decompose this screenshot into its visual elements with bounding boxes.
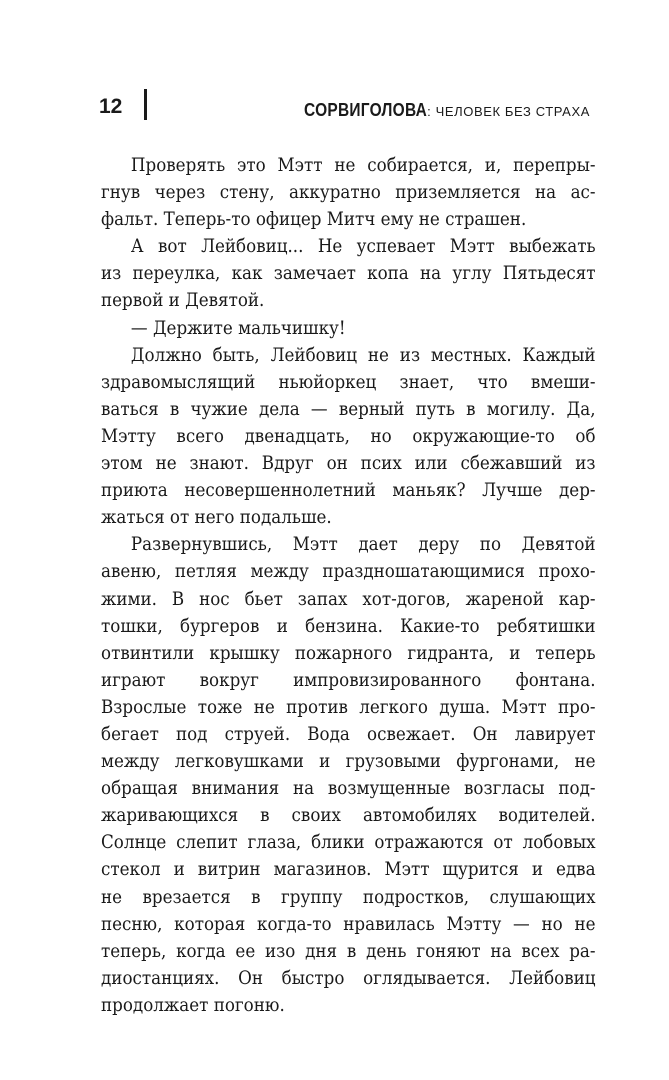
- text-line: бегает под струей. Вода освежает. Он лавирует: [101, 722, 596, 745]
- text-line: фальт. Теперь-то офицер Митч ему не страшен.: [101, 208, 527, 231]
- text-line: Солнце слепит глаза, блики отражаются от лобовых: [101, 831, 596, 854]
- text-line: теперь, когда ее изо дня в день гоняют на всех ра-: [101, 939, 596, 962]
- running-header: [0, 0, 669, 140]
- text-line: Развернувшись, Мэтт дает деру по Девятой: [130, 533, 596, 556]
- book-subtitle: ЧЕЛОВЕК БЕЗ СТРАХА: [431, 104, 590, 119]
- text-line: отвинтили крышку пожарного гидранта, и теперь: [101, 641, 596, 664]
- text-line: первой и Девятой.: [101, 289, 265, 312]
- text-line: продолжает погоню.: [101, 993, 285, 1016]
- text-line: стекол и витрин магазинов. Мэтт щурится и едва: [101, 858, 596, 881]
- text-line: Проверять это Мэтт не собирается, и, перепры-: [130, 154, 596, 176]
- text-line: Взрослые тоже не против легкого душа. Мэтт про-: [101, 695, 596, 718]
- title-colon: :: [427, 104, 432, 119]
- text-line: обращая внимания на возмущенные возгласы под-: [101, 777, 596, 800]
- text-line: Мэтту всего двенадцать, но окружающие-то об: [101, 424, 596, 447]
- text-line: гнув через стену, аккуратно приземляется на ас-: [101, 181, 596, 204]
- page-number: 12: [99, 95, 123, 118]
- body-text: [101, 152, 596, 1019]
- text-line: тошки, бургеров и бензина. Какие-то ребятишки: [101, 614, 596, 637]
- text-line: этом не знают. Вдруг он псих или сбежавший из: [101, 452, 596, 475]
- text-line: жими. В нос бьет запах хот-догов, жареной кар-: [101, 587, 596, 610]
- text-line: здравомыслящий ньюйоркец знает, что вмеши-: [101, 370, 596, 393]
- text-line: А вот Лейбовиц... Не успевает Мэтт выбежать: [130, 235, 596, 258]
- text-line: играют вокруг импровизированного фонтана.: [101, 668, 596, 691]
- text-line: диостанциях. Он быстро оглядывается. Лейбовиц: [101, 966, 596, 989]
- text-line: ваться в чужие дела — верный путь в могилу. Да,: [101, 397, 596, 420]
- text-line: — Держите мальчишку!: [130, 316, 346, 339]
- text-line: жаться от него подальше.: [101, 506, 332, 529]
- text-line: Должно быть, Лейбовиц не из местных. Каждый: [130, 343, 596, 366]
- text-line: жаривающихся в своих автомобилях водителей.: [101, 804, 596, 827]
- text-line: приюта несовершеннолетний маньяк? Лучше дер-: [101, 479, 596, 502]
- text-line: авеню, петляя между праздношатающимися прохо-: [101, 560, 596, 583]
- running-title: [284, 100, 590, 122]
- book-title: СОРВИГОЛОВА: [304, 100, 428, 120]
- header-divider: [144, 89, 147, 120]
- text-line: между легковушками и грузовыми фургонами, не: [101, 750, 596, 773]
- text-line: не врезается в группу подростков, слушающих: [101, 885, 596, 908]
- text-line: песню, которая когда-то нравилась Мэтту — но не: [101, 912, 596, 935]
- text-line: из переулка, как замечает копа на углу Пятьдесят: [101, 262, 596, 285]
